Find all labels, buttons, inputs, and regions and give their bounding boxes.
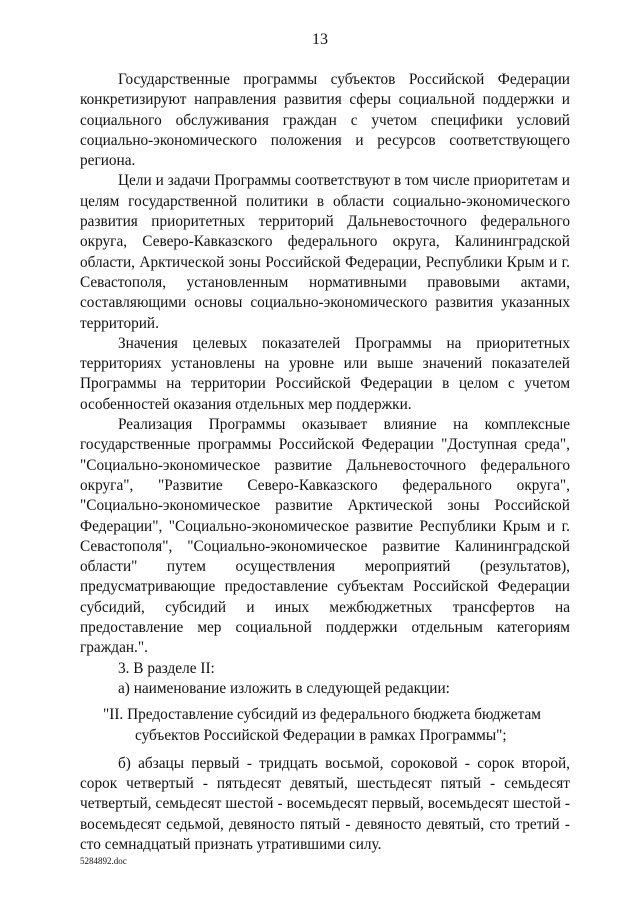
- paragraph-goals-and-tasks: Цели и задачи Программы соответствуют в том числе приоритетам и целям государственной политики в области социально-экономического развития приоритетных территорий Дальневосточного федерального округа, Северо-Кавказского федерального округа, Калининградской области, Арктической зоны Российской Федерации, Республики Крым и г. Севастополя, установленным нормативными правовыми актами, составляющими основы социально-экономического развития указанных территорий.: [80, 172, 570, 332]
- item-a-rename: а) наименование изложить в следующей редакции:: [118, 679, 450, 697]
- document-file-code: 5284892.doc: [80, 856, 127, 866]
- item-3-section-ii: 3. В разделе II:: [118, 659, 215, 677]
- paragraph-regional-programs: Государственные программы субъектов Российской Федерации конкретизируют направления развития сферы социальной поддержки и социального обслуживания граждан с учетом специфики условий социально-экономического положения и ресурсов соответствующего региона.: [80, 71, 570, 170]
- section-ii-heading-quote: "II. Предоставление субсидий из федерального бюджета бюджетам субъектов Российской Федерации в рамках Программы";: [103, 706, 541, 744]
- page-number: 13: [312, 31, 328, 48]
- paragraph-program-implementation: Реализация Программы оказывает влияние на комплексные государственные программы Российской Федерации "Доступная среда", "Социально-экономическое развитие Дальневосточного федерального округа", "Развитие Северо-Кавказского федерального округа", "Социально-экономическое развитие Арктической зоны Российской Федерации", "Социально-экономическое развитие Республики Крым и г. Севастополя", "Социально-экономическое развитие Калининградской области" путем осуществления мероприятий (результатов), предусматривающие предоставление субъектам Российской Федерации субсидий, субсидий и иных межбюджетных трансфертов на предоставление мер социальной поддержки отдельным категориям граждан.".: [80, 416, 570, 657]
- document-body: [80, 70, 570, 855]
- item-b-repeal-paragraphs: б) абзацы первый - тридцать восьмой, сороковой - сорок второй, сорок четвертый - пятьдесят девятый, шестьдесят пятый - семьдесят четвертый, семьдесят шестой - восемьдесят первый, восемьдесят шестой - восемьдесят седьмой, девяносто пятый - девяносто девятый, сто третий - сто семнадцатый признать утратившими силу.: [80, 754, 570, 853]
- paragraph-target-indicators: Значения целевых показателей Программы на приоритетных территориях установлены на уровне или выше значений показателей Программы на территории Российской Федерации в целом с учетом особенностей оказания отдельных мер поддержки.: [80, 334, 570, 413]
